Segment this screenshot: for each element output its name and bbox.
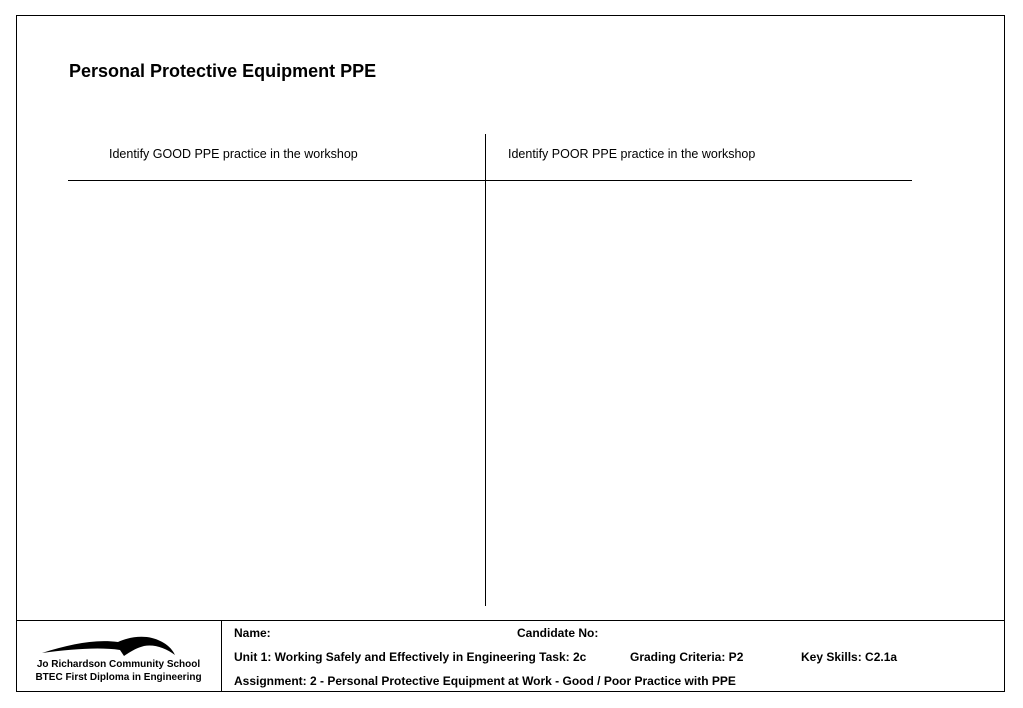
footer-column-divider	[221, 620, 222, 692]
column-divider	[485, 134, 486, 606]
unit-task-line: Unit 1: Working Safely and Effectively in Engineering Task: 2c	[234, 650, 587, 664]
page-title: Personal Protective Equipment PPE	[69, 61, 377, 81]
key-skills: Key Skills: C2.1a	[801, 650, 898, 664]
header-divider	[68, 180, 912, 181]
assignment-line: Assignment: 2 - Personal Protective Equipment at Work - Good / Poor Practice with PPE	[234, 674, 736, 688]
name-field-label: Name:	[234, 626, 271, 640]
good-practice-answer-area[interactable]	[70, 182, 480, 602]
poor-practice-heading: Identify POOR PPE practice in the workshop	[508, 147, 756, 161]
good-practice-heading: Identify GOOD PPE practice in the workshop	[109, 147, 358, 161]
poor-practice-answer-area[interactable]	[490, 182, 910, 602]
course-name: BTEC First Diploma in Engineering	[35, 672, 202, 683]
footer-divider	[16, 620, 1005, 621]
school-name: Jo Richardson Community School	[36, 659, 201, 670]
candidate-number-label: Candidate No:	[517, 626, 599, 640]
grading-criteria: Grading Criteria: P2	[630, 650, 744, 664]
bird-icon	[40, 632, 180, 662]
